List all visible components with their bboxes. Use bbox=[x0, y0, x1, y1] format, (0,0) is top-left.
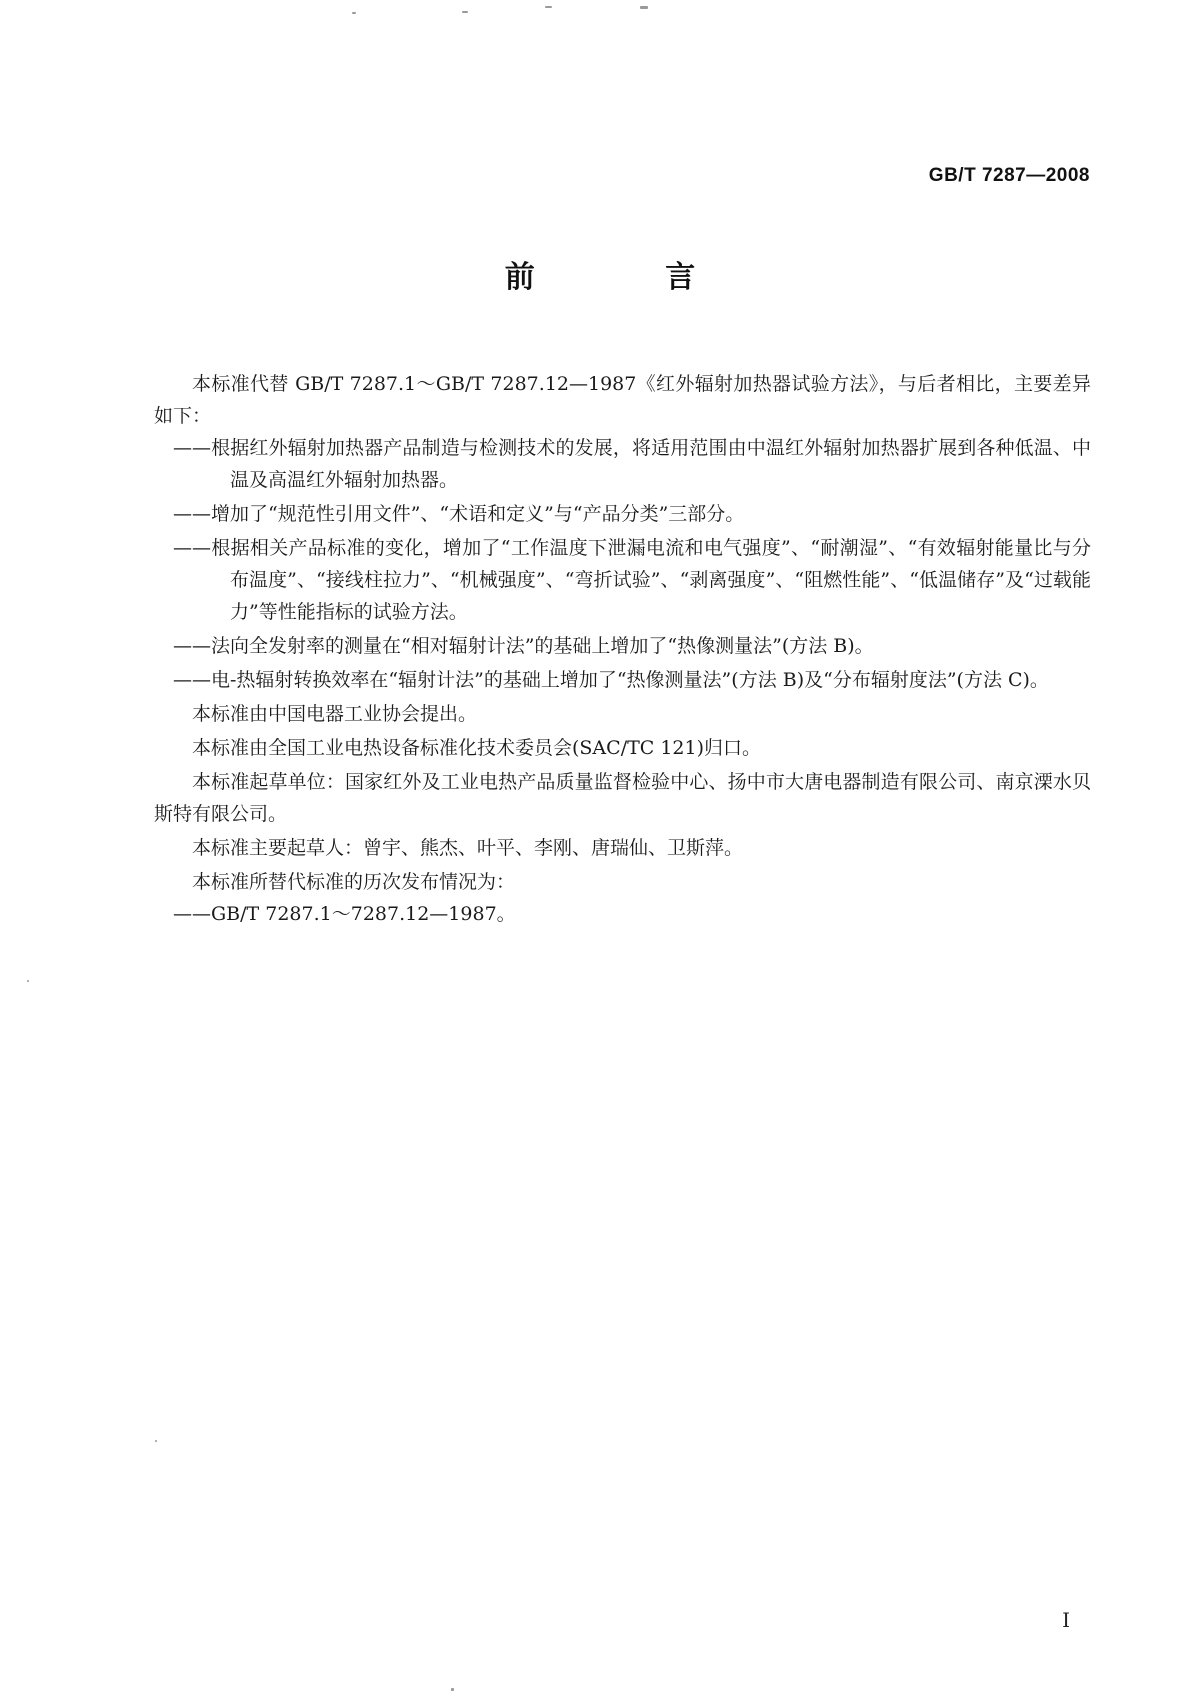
drafting-units-statement: 本标准起草单位：国家红外及工业电热产品质量监督检验中心、扬中市大唐电器制造有限公司、南京溧水贝斯特有限公司。 bbox=[154, 771, 1091, 825]
page-title: 前 言 bbox=[504, 260, 756, 295]
scan-speck bbox=[155, 1440, 157, 1442]
proposer-statement: 本标准由中国电器工业协会提出。 bbox=[192, 703, 478, 725]
drafters-statement: 本标准主要起草人：曾宇、熊杰、叶平、李刚、唐瑞仙、卫斯萍。 bbox=[192, 837, 744, 859]
change-item-scope: ——根据红外辐射加热器产品制造与检测技术的发展，将适用范围由中温红外辐射加热器扩展到各种低温、中温及高温红外辐射加热器。 bbox=[173, 437, 1091, 491]
change-item-emissivity: ——法向全发射率的测量在“相对辐射计法”的基础上增加了“热像测量法”(方法 B)。 bbox=[173, 635, 874, 657]
change-item-added-sections: ——增加了“规范性引用文件”、“术语和定义”与“产品分类”三部分。 bbox=[173, 503, 745, 525]
scan-speck bbox=[451, 1688, 454, 1691]
history-intro-statement: 本标准所替代标准的历次发布情况为： bbox=[192, 871, 516, 893]
page-number: I bbox=[1062, 1608, 1070, 1632]
centralized-statement: 本标准由全国工业电热设备标准化技术委员会(SAC/TC 121)归口。 bbox=[192, 737, 762, 759]
scan-speck bbox=[352, 12, 356, 14]
scan-speck bbox=[462, 11, 468, 13]
scan-speck bbox=[27, 980, 29, 982]
change-item-test-methods: ——根据相关产品标准的变化，增加了“工作温度下泄漏电流和电气强度”、“耐潮湿”、“有效辐射能量比与分布温度”、“接线柱拉力”、“机械强度”、“弯折试验”、“剥离强度”、“阻燃性能”、“低温储存”及“过载能力”等性能指标的试验方法。 bbox=[173, 537, 1091, 623]
intro-paragraph: 本标准代替 GB/T 7287.1～GB/T 7287.12—1987《红外辐射加热器试验方法》，与后者相比，主要差异如下： bbox=[154, 373, 1091, 427]
foreword-body bbox=[154, 368, 1091, 930]
standard-code: GB/T 7287—2008 bbox=[928, 165, 1090, 186]
history-item: ——GB/T 7287.1～7287.12—1987。 bbox=[173, 903, 516, 925]
scan-speck bbox=[545, 6, 552, 8]
scan-speck bbox=[640, 6, 648, 9]
change-item-conversion-efficiency: ——电-热辐射转换效率在“辐射计法”的基础上增加了“热像测量法”(方法 B)及“分布辐射度法”(方法 C)。 bbox=[173, 669, 1049, 691]
